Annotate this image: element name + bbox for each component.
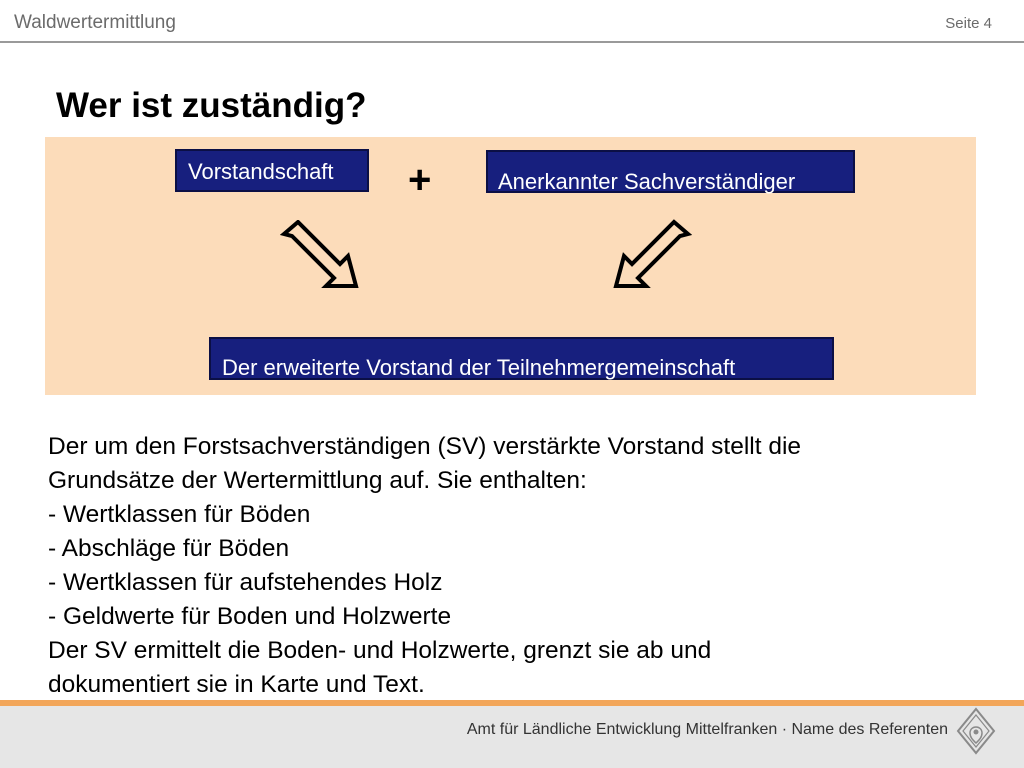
header-title: Waldwertermittlung (14, 12, 176, 33)
arrow-down-right-icon (280, 220, 360, 292)
footer-text: Amt für Ländliche Entwicklung Mittelfranken · Name des Referenten (466, 721, 948, 738)
box-vorstandschaft: Vorstandschaft (175, 149, 369, 192)
body-line: dokumentiert sie in Karte und Text. (48, 671, 425, 698)
body-line: Der SV ermittelt die Boden- und Holzwerte, grenzt sie ab und (48, 637, 712, 664)
list-item: - Wertklassen für aufstehendes Holz (48, 569, 443, 596)
plus-sign: + (408, 158, 432, 202)
body-line: Grundsätze der Wertermittlung auf. Sie enthalten: (48, 467, 587, 494)
list-item: - Geldwerte für Boden und Holzwerte (48, 603, 452, 630)
header-divider (0, 41, 1024, 43)
coat-of-arms-icon (956, 707, 996, 755)
box-sachverstaendiger: Anerkannter Sachverständiger (486, 150, 855, 193)
box-erweiterter-vorstand: Der erweiterte Vorstand der Teilnehmergemeinschaft (209, 337, 834, 380)
page-number: Seite 4 (945, 15, 992, 32)
slide-title: Wer ist zuständig? (56, 86, 367, 125)
list-item: - Abschläge für Böden (48, 535, 290, 562)
body-text (48, 430, 988, 702)
list-item: - Wertklassen für Böden (48, 501, 311, 528)
arrow-down-left-icon (612, 218, 692, 290)
body-line: Der um den Forstsachverständigen (SV) verstärkte Vorstand stellt die (48, 433, 802, 460)
